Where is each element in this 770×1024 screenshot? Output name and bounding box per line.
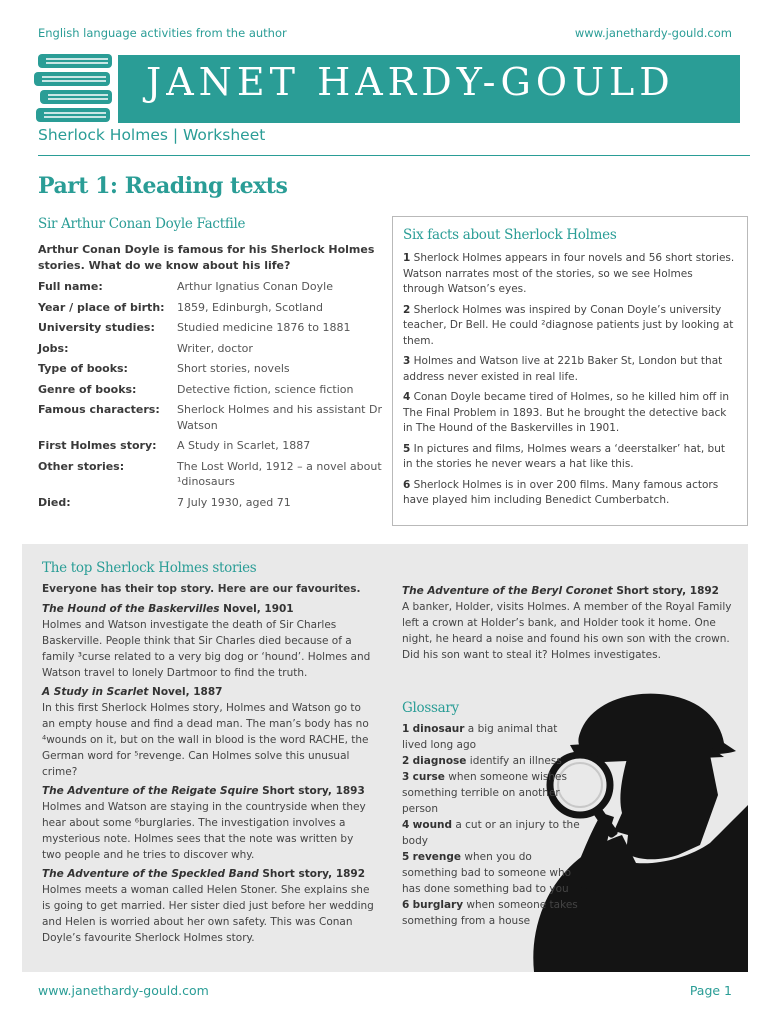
fact-number: 1 — [403, 252, 411, 264]
factfile-row — [38, 459, 383, 490]
fact-item — [403, 251, 737, 298]
factfile-row — [38, 438, 383, 454]
factfile-intro: Arthur Conan Doyle is famous for his Sherlock Holmes stories. What do we know about his life? — [38, 243, 375, 272]
factfile-label: Died: — [38, 495, 71, 509]
story-title-line — [402, 583, 732, 599]
story-title: The Adventure of the Speckled Band — [42, 868, 259, 880]
part-title: Part 1: Reading texts — [38, 173, 288, 199]
website-link[interactable]: www.janethardy-gould.com — [574, 26, 732, 40]
factfile-label: Jobs: — [38, 341, 69, 355]
factfile-row — [38, 495, 383, 511]
brand-name: JANET HARDY-GOULD — [146, 60, 675, 104]
factfile-row — [38, 402, 383, 433]
story-kind: Short story, 1893 — [262, 785, 365, 797]
factfile-value: Writer, doctor — [177, 341, 253, 355]
factfile-label: University studies: — [38, 321, 155, 334]
story-title: The Adventure of the Beryl Coronet — [402, 585, 613, 597]
factfile-value: 1859, Edinburgh, Scotland — [177, 300, 324, 314]
story-summary: A banker, Holder, visits Holmes. A member of the Royal Family left a crown at Holder’s bank, and Holder took it home. One night, he heard a noise and found his own son with the crown. Did his son want to steal it? Holmes investigates. — [402, 601, 732, 661]
factfile-row — [38, 341, 383, 357]
factfile-value: The Lost World, 1912 – a novel about ¹dinosaurs — [177, 459, 382, 488]
story-kind: Short story, 1892 — [262, 868, 366, 880]
glossary-number: 5 — [402, 851, 410, 863]
fact-text: Holmes and Watson live at 221b Baker St, London but that address never existed in real life. — [403, 355, 723, 383]
factfile-heading: Sir Arthur Conan Doyle Factfile — [38, 216, 246, 232]
glossary-definition: when you do something bad to someone who has done something bad to you — [402, 851, 572, 895]
glossary-heading: Glossary — [402, 700, 459, 716]
fact-item — [403, 303, 737, 350]
glossary-word: burglary — [412, 899, 464, 911]
factfile-rows — [38, 279, 383, 510]
factfile-section — [38, 216, 383, 515]
story-item — [42, 601, 374, 681]
worksheet-subtitle: Sherlock Holmes | Worksheet — [38, 126, 266, 144]
factfile-row — [38, 300, 383, 316]
fact-text: Sherlock Holmes appears in four novels and 56 short stories. Watson narrates most of the stories, so we see Holmes through Watson’s eyes. — [403, 252, 735, 295]
factfile-label: Type of books: — [38, 362, 128, 375]
glossary-item — [402, 817, 582, 849]
fact-number: 5 — [403, 442, 411, 455]
fact-text: Conan Doyle became tired of Holmes, so he killed him off in The Final Problem in 1893. But he brought the detective back in The Hound of the Baskervilles in 1901. — [403, 391, 730, 434]
story-item — [42, 866, 374, 946]
glossary-number: 2 — [402, 755, 410, 767]
glossary-item — [402, 753, 582, 769]
factfile-label: Famous characters: — [38, 403, 160, 416]
story-title-line — [42, 684, 374, 700]
factfile-row — [38, 320, 383, 336]
story-title: A Study in Scarlet — [42, 686, 149, 698]
fact-number: 4 — [403, 391, 411, 403]
factfile-label: Other stories: — [38, 459, 125, 473]
glossary-item — [402, 849, 582, 897]
stories-right-container — [402, 583, 732, 663]
glossary-word: dinosaur — [412, 723, 465, 735]
glossary-section — [402, 700, 582, 929]
factfile-value: Arthur Ignatius Conan Doyle — [177, 280, 333, 293]
glossary-item — [402, 897, 582, 929]
factfile-value: A Study in Scarlet, 1887 — [177, 439, 311, 452]
glossary-definition: when someone wishes something terrible on another person — [402, 771, 567, 815]
story-title: The Hound of the Baskervilles — [42, 603, 220, 615]
glossary-list — [402, 721, 582, 929]
fact-number: 2 — [403, 303, 411, 316]
fact-item — [403, 354, 737, 385]
fact-number: 6 — [403, 478, 411, 491]
top-stories-intro: Everyone has their top story. Here are our favourites. — [42, 583, 361, 595]
story-item — [402, 583, 732, 663]
page-number: Page 1 — [689, 983, 732, 998]
fact-text: Sherlock Holmes is in over 200 films. Many famous actors have played him including Benedict Cumberbatch. — [403, 478, 719, 506]
glossary-word: revenge — [412, 851, 462, 863]
story-kind: Novel, 1901 — [223, 603, 294, 615]
fact-item — [403, 478, 737, 509]
factfile-value: Detective fiction, science fiction — [177, 382, 354, 396]
story-item — [42, 783, 374, 863]
glossary-word: diagnose — [412, 755, 467, 767]
factfile-row — [38, 279, 383, 295]
glossary-number: 1 — [402, 723, 410, 735]
factfile-value: Short stories, novels — [177, 362, 290, 375]
glossary-number: 3 — [402, 771, 410, 783]
six-facts-box — [392, 216, 748, 526]
story-title-line — [42, 866, 374, 882]
fact-item — [403, 442, 737, 473]
factfile-row — [38, 361, 383, 377]
header-divider — [38, 155, 750, 156]
tagline: English language activities from the author — [38, 26, 287, 40]
glossary-word: curse — [412, 771, 445, 783]
story-title: The Adventure of the Reigate Squire — [42, 785, 259, 797]
fact-item — [403, 390, 737, 437]
glossary-definition: a big animal that lived long ago — [402, 723, 558, 751]
six-facts-list — [403, 251, 737, 509]
fact-text: In pictures and films, Holmes wears a ‘deerstalker’ hat, but in the stories he never wears a hat like this. — [403, 442, 725, 470]
fact-number: 3 — [403, 355, 411, 367]
story-kind: Novel, 1887 — [152, 686, 223, 698]
story-summary: Holmes meets a woman called Helen Stoner. She explains she is going to get married. Her sister died just before her wedding and Helen is worried about her own safety. This was Conan Doyle’s favourite Sherlock Holmes story. — [42, 884, 374, 944]
factfile-value: 7 July 1930, aged 71 — [177, 495, 291, 509]
glossary-item — [402, 721, 582, 753]
fact-text: Sherlock Holmes was inspired by Conan Doyle’s university teacher, Dr Bell. He could ²diagnose patients just by looking at them. — [403, 303, 734, 347]
story-summary: In this first Sherlock Holmes story, Holmes and Watson go to an empty house and find a dead man. The man’s body has no ⁴wounds on it, but on the wall in blood is the word RACHE, the German word for ⁵revenge. Can Holmes solve this unusual crime? — [42, 702, 369, 778]
stories-list-left — [42, 601, 374, 946]
glossary-number: 6 — [402, 899, 410, 911]
factfile-value: Sherlock Holmes and his assistant Dr Watson — [177, 403, 382, 432]
top-stories-section — [42, 560, 374, 949]
story-kind: Short story, 1892 — [616, 585, 719, 597]
factfile-label: Genre of books: — [38, 382, 137, 396]
six-facts-heading: Six facts about Sherlock Holmes — [403, 227, 617, 243]
footer-website-link[interactable]: www.janethardy-gould.com — [38, 983, 209, 998]
glossary-word: wound — [412, 819, 453, 831]
story-title-line — [42, 783, 374, 799]
factfile-label: Year / place of birth: — [38, 300, 165, 314]
glossary-item — [402, 769, 582, 817]
top-stories-heading: The top Sherlock Holmes stories — [42, 560, 257, 576]
story-title-line — [42, 601, 374, 617]
glossary-definition: a cut or an injury to the body — [402, 819, 580, 847]
factfile-label: First Holmes story: — [38, 439, 157, 452]
glossary-definition: identify an illness — [469, 755, 562, 767]
story-summary: Holmes and Watson investigate the death of Sir Charles Baskerville. People think that Sir Charles died because of a family ³curse related to a very big dog or ‘hound’. Holmes and Watson travel to lonely Dartmoor to find the truth. — [42, 619, 371, 679]
factfile-row — [38, 382, 383, 398]
glossary-number: 4 — [402, 819, 410, 831]
story-item — [42, 684, 374, 780]
factfile-value: Studied medicine 1876 to 1881 — [177, 321, 351, 334]
stories-list-right — [402, 583, 732, 666]
books-logo-icon — [34, 52, 116, 124]
glossary-definition: when someone takes something from a house — [402, 899, 578, 927]
story-summary: Holmes and Watson are staying in the countryside when they hear about some ⁶burglaries. The investigation involves a mysterious note. Holmes sees that the note was written by two people and he tries to discover why. — [42, 801, 366, 861]
factfile-label: Full name: — [38, 280, 103, 293]
